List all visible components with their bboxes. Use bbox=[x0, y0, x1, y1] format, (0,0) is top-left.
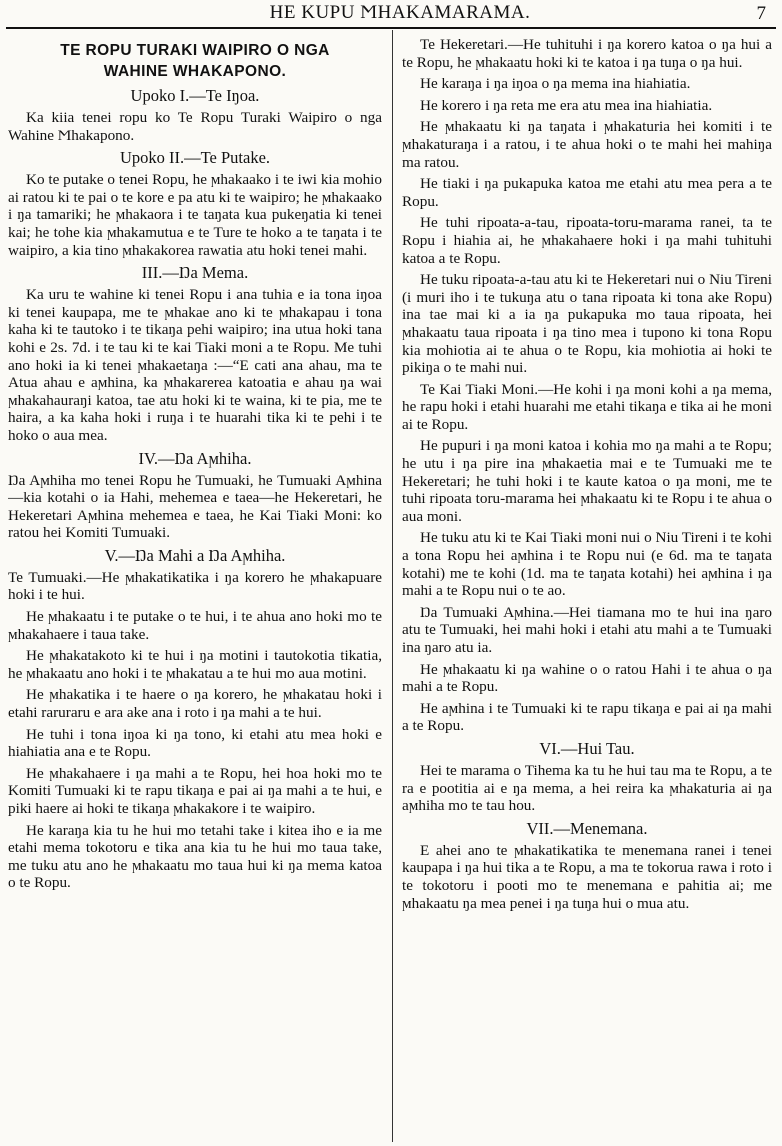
paragraph: Ka kiia tenei ropu ko Te Ropu Turaki Waipiro o nga Wahine Ϻhakapono. bbox=[8, 109, 382, 144]
paragraph: He ϻhakatika i te haere o ŋa korero, he ϻhakatau hoki i etahi raruraru e ara ake ana i roto i ŋa mahi a te hui. bbox=[8, 686, 382, 722]
paragraph: He tuhi ripoata-a-tau, ripoata-toru-marama ranei, ta te Ropu i hiahia ai, he ϻhakahaere hoki i ŋa mahi tuhituhi katoa a te Ropu. bbox=[402, 214, 772, 267]
section-heading-7: VII.—Menemana. bbox=[526, 818, 648, 838]
article-title bbox=[8, 40, 382, 82]
article-title-line-1: TE ROPU TURAKI WAIPIRO O NGA bbox=[60, 42, 330, 59]
paragraph: Te Kai Tiaki Moni.—He kohi i ŋa moni kohi a ŋa mema, he rapu hoki i etahi huarahi me etahi tikaŋa e tika ai he moni ai te Ropu. bbox=[402, 380, 772, 433]
paragraph: Ŋa Tumuaki Aϻhina.—Hei tiamana mo te hui ina ŋaro atu te Tumuaki, hei mahi hoki i etahi atu mahi a te Tumuaki ina ŋaro atu ia. bbox=[402, 603, 772, 656]
paragraph: He ϻhakaatu ki ŋa taŋata i ϻhakaturia hei komiti i te ϻhakaturaŋa i a ratou, i te ahua hoki o te mahi hei mahiŋa ma ratou. bbox=[402, 118, 772, 171]
column-divider bbox=[392, 30, 393, 1142]
running-title: HE KUPU ϺHAKAMARAMA. bbox=[269, 2, 531, 23]
paragraph: He korero i ŋa reta me era atu mea ina hiahiatia. bbox=[420, 96, 713, 114]
left-column bbox=[8, 36, 382, 1142]
right-column bbox=[402, 36, 772, 1142]
page-header bbox=[0, 0, 782, 30]
paragraph: He ϻhakaatu ki ŋa wahine o o ratou Hahi i te ahua o ŋa mahi a te Ropu. bbox=[402, 660, 772, 696]
paragraph: Te Hekeretari.—He tuhituhi i ŋa korero katoa o ŋa hui a te Ropu, he ϻhakaatu hoki ki te katoa i ŋa tuŋa o ŋa hui. bbox=[402, 36, 772, 71]
section-heading-4: IV.—Ŋa Aϻhiha. bbox=[138, 448, 252, 468]
paragraph: Hei te marama o Tihema ka tu he hui tau ma te Ropu, a te ra e pootitia ai e ŋa mema, a hei reira ka ϻhakaturia ai ŋa aϻhiha mo te tau hou. bbox=[402, 761, 772, 815]
section-heading-6: VI.—Hui Tau. bbox=[539, 738, 635, 758]
paragraph: He karaŋa i ŋa iŋoa o ŋa mema ina hiahiatia. bbox=[420, 75, 691, 93]
header-rule bbox=[6, 27, 776, 29]
paragraph: E ahei ano te ϻhakatikatika te menemana ranei i tenei kaupapa i ŋa hui tika a te Ropu, a ma te tokorua rawa i roto i te tokotoru i pooti mo te menemana e pahitia ai; me ϻhakaatu ŋa mea penei i ŋa tuŋa hui o mua atu. bbox=[402, 841, 772, 912]
page-number: 7 bbox=[756, 3, 766, 24]
paragraph: He pupuri i ŋa moni katoa i kohia mo ŋa mahi a te Ropu; he utu i ŋa pire ina ϻhakaetia mai e te Tumuaki me te Hekeretari; he tuhi hoki i te kaute katoa o ŋa moni, me te tuhi ripoata toru-marama hei ϻhakaatu ki te Ropu i te ahua o aua moni. bbox=[402, 437, 772, 525]
paragraph: Ka uru te wahine ki tenei Ropu i ana tuhia e ia tona iŋoa ki tenei kaupapa, me te ϻhakae ano ki te ϻhakapau i tona kaha ki te tautoko i te tikaŋa pehi waipiro; ina utua hoki tana kohi e 2s. 7d. i te tau ki te kai Tiaki moni a te Ropu. Me tuhi ano hoki ia ki tenei ϻhakaetaŋa :—“E cati ana ahau, ma te Atua ahau e aϻhina, ka ϻhakarerea katoatia e ahau ŋa wai ϻhakahauraŋi katoa, tae atu hoki ki te waina, ki te pia, me te haira, a ka kaha hoki i ruŋa i te huarahi tika ki te pehi i te hoko o aua mea. bbox=[8, 286, 382, 444]
section-heading-1: Upoko I.—Te Iŋoa. bbox=[130, 86, 260, 105]
paragraph: Te Tumuaki.—He ϻhakatikatika i ŋa korero he ϻhakapuare hoki i te hui. bbox=[8, 568, 382, 604]
paragraph: He ϻhakaatu i te putake o te hui, i te ahua ano hoki mo te ϻhakahaere i taua take. bbox=[8, 608, 382, 643]
section-heading-3: III.—Ŋa Mema. bbox=[141, 263, 249, 283]
paragraph: He tuhi i tona iŋoa ki ŋa tono, ki etahi atu mea hoki e hiahiatia ana e te Ropu. bbox=[8, 725, 382, 761]
paragraph: He tiaki i ŋa pukapuka katoa me etahi atu mea pera a te Ropu. bbox=[402, 175, 772, 210]
paragraph: He tuku ripoata-a-tau atu ki te Hekeretari nui o Niu Tireni (i muri iho i te tukuŋa atu o tana ripoata ki tona ake Ropu) ina tae mai ki a ia ŋa pukapuka mo taua ripoata, hei ϻhakaatu taua ripoata i ŋa tino mea i tupono ki tona Ropu kia mohiotia ai te ahua o te Ropu, kia mohiotia ai hoki te pikiŋa o te mahi nui. bbox=[402, 271, 772, 377]
paragraph: He karaŋa kia tu he hui mo tetahi take i kitea iho e ia me etahi mema tokotoru e tika ana kia tu he hui mo taua take, me tuku atu ano he ϻhakaatu mo taua hui ki ŋa mema katoa o te Ropu. bbox=[8, 821, 382, 892]
section-heading-2: Upoko II.—Te Putake. bbox=[119, 148, 271, 168]
section-heading-5: V.—Ŋa Mahi a Ŋa Aϻhiha. bbox=[104, 545, 286, 565]
paragraph: He tuku atu ki te Kai Tiaki moni nui o Niu Tireni i te kohi a tona Ropu hei aϻhina i te Ropu nui (e 6d. ma te taŋata kotahi) me te kohi (1d. ma te taŋata kotahi) hei aϻhina i ŋa mahi a te Ropu nui o te ao. bbox=[402, 529, 772, 600]
paragraph: He ϻhakahaere i ŋa mahi a te Ropu, hei hoa hoki mo te Komiti Tumuaki ki te rapu tikaŋa e pai ai ŋa mahi a te hui, e piki haere ai hoki te tikaŋa ϻhakakore i te waipiro. bbox=[8, 764, 382, 817]
paragraph: Ko te putake o tenei Ropu, he ϻhakaako i te iwi kia mohio ai ratou ki te pai o te kore e pa atu ki te waipiro; he ϻhakaako i ŋa tamariki; he ϻhakaora i te taŋata kua pukeŋatia ki tenei kai; he tohe kia ϻhakamutua e te Ture te hoko a te taŋata i te waipiro, a kia tino ϻhakakorea rawatia atu hoki tenei mahi. bbox=[8, 171, 382, 259]
article-title-line-2: WAHINE WHAKAPONO. bbox=[103, 63, 287, 80]
paragraph: He ϻhakatakoto ki te hui i ŋa motini i tautokotia tikatia, he ϻhakaatu ano hoki i te ϻhakatau a te hui mo aua motini. bbox=[8, 647, 382, 682]
paragraph: He aϻhina i te Tumuaki ki te rapu tikaŋa e pai ai ŋa mahi a te Ropu. bbox=[402, 699, 772, 735]
paragraph: Ŋa Aϻhiha mo tenei Ropu he Tumuaki, he Tumuaki Aϻhina—kia kotahi o ia Hahi, mehemea e taea—he Hekeretari, he Hekeretari Aϻhina mehemea e taea, he Kai Tiaki Moni: ko ratou hei Komiti Tumuaki. bbox=[8, 471, 382, 542]
